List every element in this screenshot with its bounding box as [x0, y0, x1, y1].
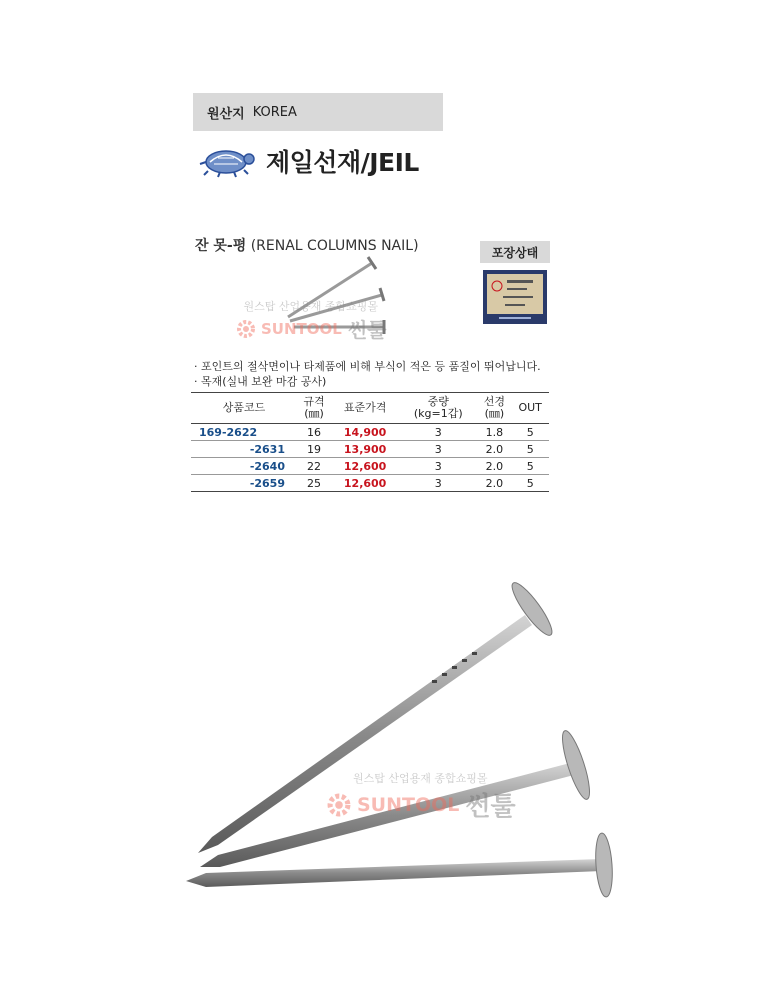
- cell-code: -2640: [191, 458, 297, 475]
- table-header-row: [191, 393, 549, 424]
- cell-weight: 3: [399, 441, 477, 458]
- watermark-sun: SUNTOOL: [357, 793, 460, 816]
- header-price: 표준가격: [331, 393, 399, 424]
- header-size: 규격 (㎜): [297, 393, 331, 424]
- gear-icon: [325, 791, 353, 819]
- brand-name: 제일선재/JEIL: [266, 148, 419, 177]
- cell-size: 19: [297, 441, 331, 458]
- table-row: [191, 424, 549, 441]
- cell-weight: 3: [399, 424, 477, 441]
- cell-size: 22: [297, 458, 331, 475]
- header-weight: 중량 (kg=1갑): [399, 393, 477, 424]
- header-code: 상품코드: [191, 393, 297, 424]
- cell-size: 25: [297, 475, 331, 492]
- watermark-kr: 썬툴: [465, 792, 516, 822]
- cell-price: 14,900: [331, 424, 399, 441]
- origin-label: 원산지: [207, 106, 245, 122]
- cell-out: 5: [511, 475, 549, 492]
- origin-banner: [193, 93, 443, 131]
- cell-price: 12,600: [331, 475, 399, 492]
- table-row: [191, 475, 549, 492]
- cell-wire: 2.0: [477, 458, 511, 475]
- table-row: [191, 441, 549, 458]
- watermark-small: [235, 298, 386, 343]
- product-notes: [194, 359, 541, 389]
- product-title: [195, 235, 419, 255]
- cell-code: -2659: [191, 475, 297, 492]
- cell-price: 12,600: [331, 458, 399, 475]
- product-name-kr: 잔 못-평: [195, 238, 247, 254]
- cell-weight: 3: [399, 458, 477, 475]
- watermark-top-text: 원스탑 산업용재 종합쇼핑몰: [353, 772, 488, 785]
- note-line: · 포인트의 절삭면이나 타제품에 비해 부식이 적은 등 품질이 뛰어납니다.: [194, 360, 541, 373]
- gear-icon: [235, 318, 257, 340]
- packaging-label: 포장상태: [480, 241, 550, 263]
- cell-wire: 2.0: [477, 441, 511, 458]
- watermark-sun: SUNTOOL: [261, 319, 342, 338]
- cell-wire: 2.0: [477, 475, 511, 492]
- watermark-top-text: 원스탑 산업용재 종합쇼핑몰: [243, 300, 378, 313]
- large-nail-image: [180, 575, 620, 915]
- turtle-logo-icon: [198, 144, 256, 178]
- note-line: · 목재(실내 보완 마감 공사): [194, 375, 327, 388]
- cell-out: 5: [511, 441, 549, 458]
- cell-out: 5: [511, 458, 549, 475]
- watermark-kr: 썬툴: [347, 318, 387, 342]
- cell-out: 5: [511, 424, 549, 441]
- cell-price: 13,900: [331, 441, 399, 458]
- package-box-image: [481, 268, 549, 326]
- cell-wire: 1.8: [477, 424, 511, 441]
- watermark-large: [325, 770, 516, 823]
- cell-code: 169-2622: [191, 424, 297, 441]
- header-out: OUT: [511, 393, 549, 424]
- brand-header: [198, 143, 419, 179]
- product-name-en: (RENAL COLUMNS NAIL): [250, 238, 419, 254]
- origin-value: KOREA: [252, 104, 297, 120]
- cell-weight: 3: [399, 475, 477, 492]
- cell-size: 16: [297, 424, 331, 441]
- header-wire: 선경 (㎜): [477, 393, 511, 424]
- table-row: [191, 458, 549, 475]
- cell-code: -2631: [191, 441, 297, 458]
- spec-table: [191, 392, 549, 492]
